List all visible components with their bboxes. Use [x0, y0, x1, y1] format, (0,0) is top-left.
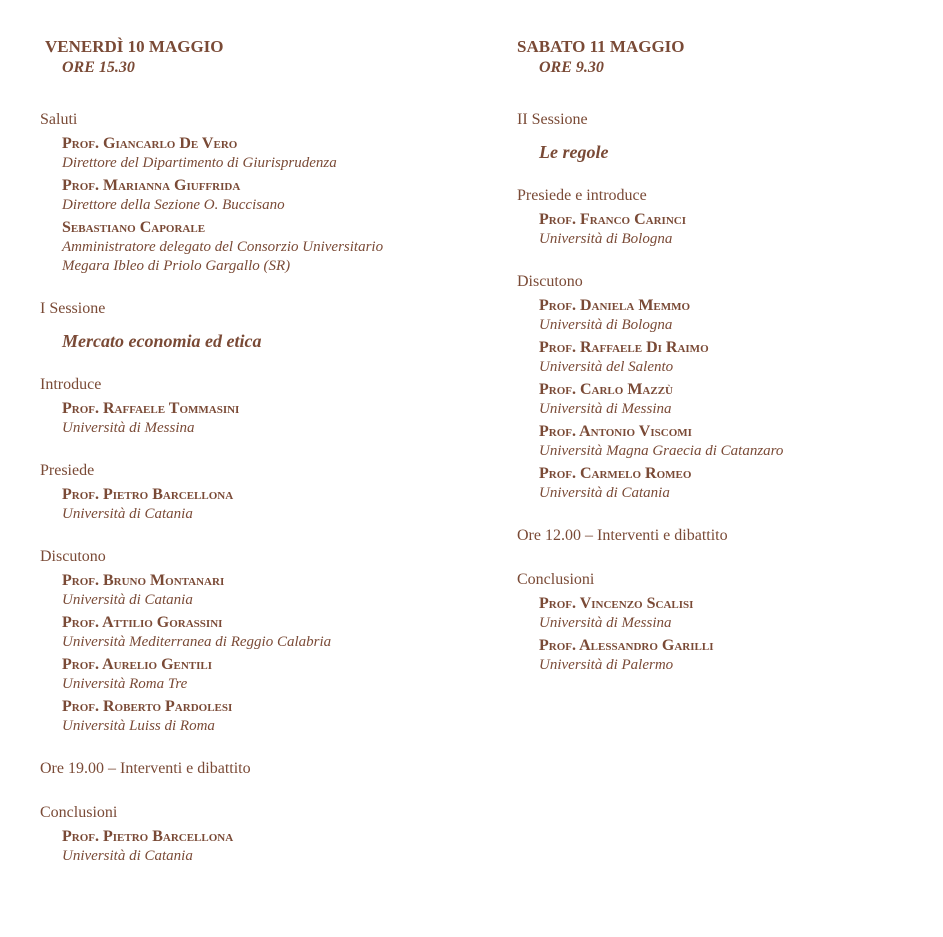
speaker-affiliation: Università di Catania: [62, 848, 193, 864]
speaker-name: Sebastiano Caporale: [62, 219, 206, 236]
discutono-section: [517, 271, 927, 503]
session-label: II Sessione: [517, 111, 588, 128]
speaker-name: Prof. Marianna Giuffrida: [62, 177, 241, 194]
day-time: ORE 9.30: [539, 59, 604, 76]
speaker-name: Prof. Pietro Barcellona: [62, 486, 234, 503]
speaker-entry: [539, 338, 927, 377]
speaker-affiliation: Università di Messina: [62, 420, 195, 436]
presiede-section: [517, 185, 927, 249]
speaker-entry: [62, 655, 480, 694]
speaker-entry: [539, 636, 927, 675]
speaker-name: Prof. Attilio Gorassini: [62, 614, 223, 631]
discutono-section: [40, 546, 480, 736]
speaker-entry: [539, 422, 927, 461]
speaker-entry: [62, 176, 480, 215]
speaker-affiliation: Megara Ibleo di Priolo Gargallo (SR): [62, 258, 291, 274]
speaker-list: [40, 485, 480, 524]
section-label: Discutono: [40, 548, 106, 565]
speaker-affiliation: Università Roma Tre: [62, 676, 188, 692]
speaker-affiliation: Università di Messina: [539, 401, 672, 417]
speaker-name: Prof. Carmelo Romeo: [539, 465, 692, 482]
day-time: ORE 15.30: [62, 59, 135, 76]
speaker-entry: [539, 296, 927, 335]
session-title: Le regole: [539, 142, 609, 162]
speaker-entry: [62, 697, 480, 736]
speaker-entry: [539, 380, 927, 419]
section-label: Saluti: [40, 111, 78, 128]
speaker-affiliation: Direttore del Dipartimento di Giurisprudenza: [62, 155, 337, 171]
speaker-entry: [62, 571, 480, 610]
speaker-name: Prof. Vincenzo Scalisi: [539, 595, 694, 612]
section-label: Discutono: [517, 273, 583, 290]
speaker-affiliation: Direttore della Sezione O. Buccisano: [62, 197, 285, 213]
speaker-entry: [62, 134, 480, 173]
speaker-affiliation: Università di Bologna: [539, 231, 673, 247]
speaker-entry: [62, 827, 480, 866]
section-label: Presiede e introduce: [517, 187, 647, 204]
session-title: Mercato economia ed etica: [62, 331, 262, 351]
section-label: Introduce: [40, 376, 102, 393]
speaker-entry: [539, 210, 927, 249]
interventi-label: Ore 19.00 – Interventi e dibattito: [40, 760, 251, 777]
speaker-entry: [539, 464, 927, 503]
speaker-list: [40, 571, 480, 736]
conclusioni-section: [517, 569, 927, 675]
speaker-name: Prof. Daniela Memmo: [539, 297, 691, 314]
speaker-entry: [539, 594, 927, 633]
speaker-affiliation: Amministratore delegato del Consorzio Universitario: [62, 239, 384, 255]
speaker-affiliation: Università di Catania: [62, 592, 193, 608]
speaker-list: [517, 210, 927, 249]
interventi-line: [517, 525, 927, 547]
section-label: Presiede: [40, 462, 95, 479]
speaker-affiliation: Università di Catania: [539, 485, 670, 501]
day-one-column: [40, 36, 480, 866]
speaker-name: Prof. Roberto Pardolesi: [62, 698, 233, 715]
conclusioni-section: [40, 802, 480, 866]
saluti-section: [40, 109, 480, 276]
section-label: Conclusioni: [40, 804, 118, 821]
speaker-list: [40, 399, 480, 438]
speaker-list: [40, 827, 480, 866]
interventi-label: Ore 12.00 – Interventi e dibattito: [517, 527, 728, 544]
speaker-affiliation: Università del Salento: [539, 359, 674, 375]
introduce-section: [40, 374, 480, 438]
section-label: Conclusioni: [517, 571, 595, 588]
day-title: VENERDÌ 10 MAGGIO: [45, 37, 224, 56]
speaker-entry: [62, 399, 480, 438]
speaker-affiliation: Università di Messina: [539, 615, 672, 631]
speaker-entry: [62, 485, 480, 524]
speaker-name: Prof. Giancarlo De Vero: [62, 135, 238, 152]
day-title: SABATO 11 MAGGIO: [517, 37, 685, 56]
speaker-name: Prof. Alessandro Garilli: [539, 637, 714, 654]
speaker-name: Prof. Franco Carinci: [539, 211, 686, 228]
speaker-entry: [62, 218, 480, 276]
day-two-column: [517, 36, 927, 675]
speaker-name: Prof. Bruno Montanari: [62, 572, 225, 589]
session-two: [517, 109, 927, 163]
session-label: I Sessione: [40, 300, 106, 317]
speaker-affiliation: Università di Catania: [62, 506, 193, 522]
speaker-affiliation: Università Luiss di Roma: [62, 718, 215, 734]
speaker-affiliation: Università Magna Graecia di Catanzaro: [539, 443, 784, 459]
presiede-section: [40, 460, 480, 524]
speaker-list: [517, 594, 927, 675]
speaker-name: Prof. Raffaele Tommasini: [62, 400, 240, 417]
speaker-name: Prof. Carlo Mazzù: [539, 381, 673, 398]
speaker-name: Prof. Pietro Barcellona: [62, 828, 234, 845]
speaker-name: Prof. Raffaele Di Raimo: [539, 339, 709, 356]
speaker-entry: [62, 613, 480, 652]
speaker-list: [517, 296, 927, 503]
session-one: [40, 298, 480, 352]
speaker-affiliation: Università Mediterranea di Reggio Calabria: [62, 634, 332, 650]
speaker-name: Prof. Antonio Viscomi: [539, 423, 692, 440]
speaker-list: [40, 134, 480, 276]
speaker-affiliation: Università di Palermo: [539, 657, 674, 673]
interventi-line: [40, 758, 480, 780]
speaker-name: Prof. Aurelio Gentili: [62, 656, 213, 673]
speaker-affiliation: Università di Bologna: [539, 317, 673, 333]
